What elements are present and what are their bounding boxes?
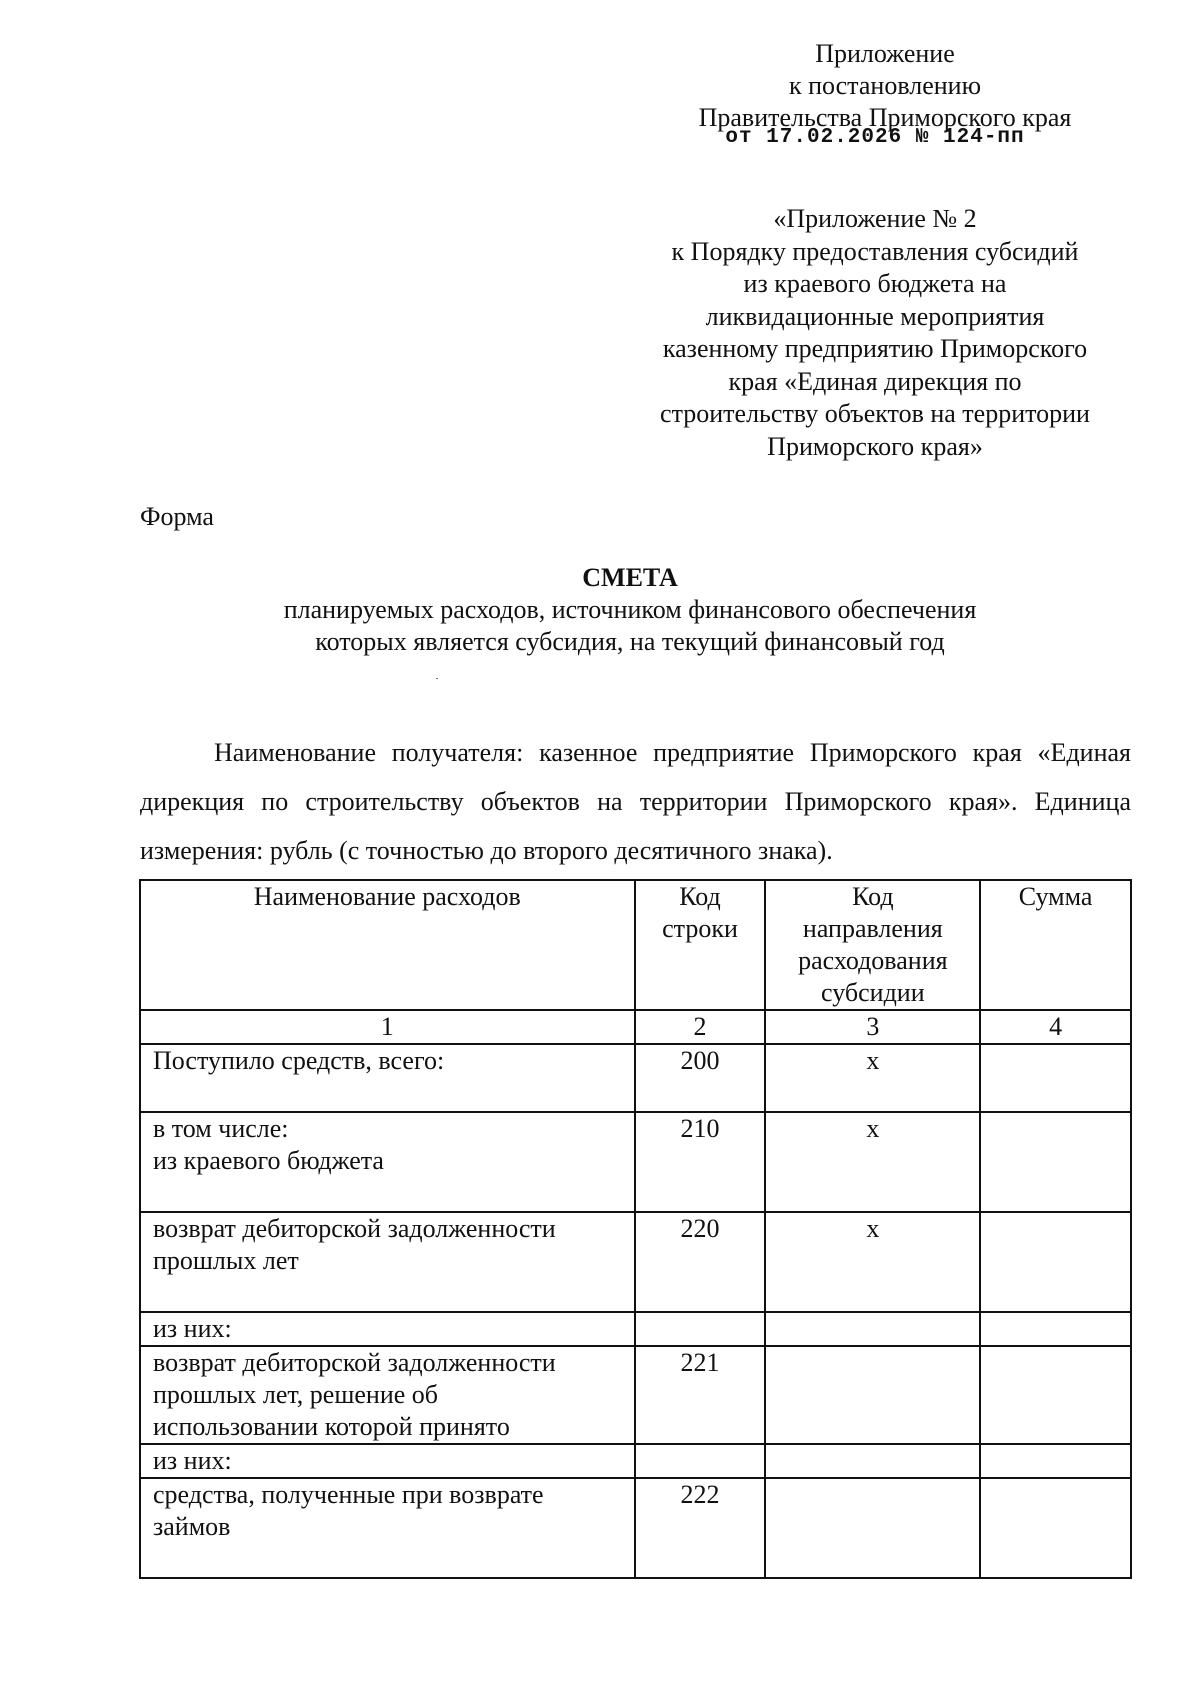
- row-code: 220: [635, 1212, 766, 1312]
- column-number: 4: [980, 1010, 1131, 1044]
- row-name: возврат дебиторской задолженности прошлых лет, решение об использовании которой принято: [140, 1346, 635, 1444]
- table-row: [140, 1478, 1131, 1578]
- row-code: 200: [635, 1044, 766, 1112]
- row-sum[interactable]: [980, 1312, 1131, 1346]
- row-code: [635, 1312, 766, 1346]
- row-sum[interactable]: [980, 1346, 1131, 1444]
- row-sum[interactable]: [980, 1112, 1131, 1212]
- row-direction: x: [765, 1044, 980, 1112]
- document-title: [140, 562, 1120, 658]
- table-row: [140, 1346, 1131, 1444]
- appendix2-line: ликвидационные мероприятия: [705, 301, 1045, 331]
- title-main: СМЕТА: [582, 563, 678, 592]
- row-direction: x: [765, 1212, 980, 1312]
- row-sum[interactable]: [980, 1444, 1131, 1478]
- row-name: из них:: [140, 1444, 635, 1478]
- appendix2-line: к Порядку предоставления субсидий: [671, 236, 1079, 266]
- appendix2-line: казенному предприятию Приморского: [662, 334, 1088, 363]
- row-sum[interactable]: [980, 1212, 1131, 1312]
- row-code: 221: [635, 1346, 766, 1444]
- appendix2-line: края «Единая дирекция по: [728, 366, 1022, 396]
- recipient-paragraph: Наименование получателя: казенное предприятие Приморского края «Единая дирекция по строительству объектов на территории Приморского края». Единица измерения: рубль (с точностью до второго десятичного знака).: [140, 738, 1131, 865]
- table-row: [140, 1212, 1131, 1312]
- appendix2-header: [620, 203, 1130, 463]
- row-code: [635, 1444, 766, 1478]
- registration-stamp: от 17.02.2026 № 124-пп: [725, 126, 1025, 149]
- row-sum[interactable]: [980, 1044, 1131, 1112]
- appendix-header: [640, 38, 1130, 149]
- title-subtitle-line: планируемых расходов, источником финансового обеспечения: [283, 595, 977, 624]
- appendix-line: к постановлению: [788, 71, 982, 100]
- appendix2-line: Приморского края»: [767, 431, 983, 461]
- row-direction: [765, 1346, 980, 1444]
- appendix-line: Правительства Приморского края: [698, 103, 1072, 132]
- header-line-code: Код строки: [635, 880, 766, 1010]
- scan-artifact-dot: [436, 678, 438, 679]
- row-code: 222: [635, 1478, 766, 1578]
- appendix2-line: из краевого бюджета на: [743, 269, 1007, 298]
- table-row: [140, 1444, 1131, 1478]
- form-label: Форма: [140, 502, 214, 531]
- row-name: средства, полученные при возврате займов: [140, 1478, 635, 1578]
- appendix-line: Приложение: [815, 39, 955, 68]
- row-name: возврат дебиторской задолженности прошлых лет: [140, 1212, 635, 1312]
- title-subtitle-line: которых является субсидия, на текущий финансовый год: [315, 627, 945, 656]
- column-number: 2: [635, 1010, 766, 1044]
- column-number: 1: [140, 1010, 635, 1044]
- row-direction: x: [765, 1112, 980, 1212]
- table-header-row: [140, 880, 1131, 1010]
- row-direction: [765, 1312, 980, 1346]
- header-sum: Сумма: [980, 880, 1131, 1010]
- appendix2-line: строительству объектов на территории: [660, 399, 1090, 428]
- row-direction: [765, 1444, 980, 1478]
- row-name: из них:: [140, 1312, 635, 1346]
- header-direction-code: Код направления расходования субсидии: [765, 880, 980, 1010]
- column-number: 3: [765, 1010, 980, 1044]
- row-name: в том числе: из краевого бюджета: [140, 1112, 635, 1212]
- row-name: Поступило средств, всего:: [140, 1044, 635, 1112]
- header-expense-name: Наименование расходов: [140, 880, 635, 1010]
- row-direction: [765, 1478, 980, 1578]
- row-code: 210: [635, 1112, 766, 1212]
- row-sum[interactable]: [980, 1478, 1131, 1578]
- table-row: [140, 1312, 1131, 1346]
- estimate-table: [139, 879, 1132, 1579]
- column-number-row: [140, 1010, 1131, 1044]
- table-row: [140, 1044, 1131, 1112]
- appendix2-line: «Приложение № 2: [773, 204, 977, 233]
- table-row: [140, 1112, 1131, 1212]
